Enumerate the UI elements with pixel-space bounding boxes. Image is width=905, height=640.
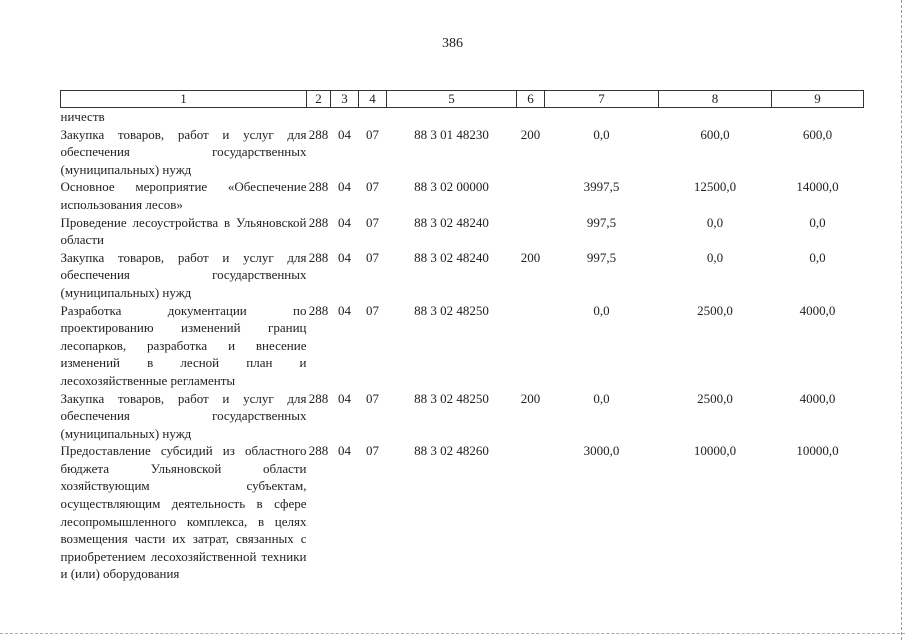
row-target-code: 88 3 01 48230 [414,126,489,142]
row-expense-type [517,214,545,249]
row-name: Предоставление субсидий из областного бюджета Ульяновской области хозяйствующим субъектам, осуществляющим деятельность в сфере лесопромышленного комплекса, в целях возмещения части их затрат, связанных с приобретением лесохозяйственной техники и (или) оборудования [60,443,307,582]
row-value-col9: 10000,0 [796,443,839,459]
row-admin-code: 288 [308,214,329,230]
row-subsection: 07 [366,179,379,195]
row-value-col8: 2500,0 [697,390,733,406]
table-row [61,390,864,443]
row-expense-type [517,302,545,390]
row-value-col9: 0,0 [809,249,826,265]
row-section: 04 [338,249,351,265]
row-name: Закупка товаров, работ и услуг для обеспечения государственных (муниципальных) нужд [60,126,307,177]
table-row [61,442,864,583]
row-target-code: 88 3 02 48250 [414,302,489,318]
row-admin-code: 288 [308,390,329,406]
table-row [61,214,864,249]
row-name: Разработка документации по проектированию изменений границ лесопарков, разработка и внесение изменений в лесной план и лесохозяйственные регламенты [60,302,307,388]
row-target-code: 88 3 02 00000 [414,179,489,195]
header-col-1: 1 [61,91,307,108]
row-value-col8: 12500,0 [693,179,737,195]
row-value-col9: 4000,0 [799,390,836,406]
row-admin-code: 288 [308,249,329,265]
page-edge-bottom [0,633,905,634]
row-target-code: 88 3 02 48240 [414,249,489,265]
row-value-col9: 4000,0 [799,302,836,318]
row-subsection: 07 [366,302,379,318]
page-edge-right [901,0,902,640]
row-value-col7: 997,5 [586,249,617,265]
row-value-col9: 14000,0 [796,179,839,195]
row-subsection: 07 [366,390,379,406]
header-col-6: 6 [517,91,545,108]
page-number: 386 [442,36,463,51]
row-section: 04 [338,179,351,195]
continuation-row [61,108,864,126]
header-col-8: 8 [659,91,772,108]
header-col-4: 4 [359,91,387,108]
row-value-col8: 2500,0 [697,302,733,318]
row-value-col8: 10000,0 [693,443,737,459]
row-name: Основное мероприятие «Обеспечение использования лесов» [60,179,307,212]
row-admin-code: 288 [308,302,329,318]
row-target-code: 88 3 02 48260 [414,443,489,459]
column-number-header [61,91,864,108]
row-value-col7: 0,0 [593,126,610,142]
header-col-9: 9 [772,91,864,108]
row-admin-code: 288 [308,126,329,142]
row-expense-type: 200 [520,126,541,142]
header-col-2: 2 [307,91,331,108]
row-value-col7: 3997,5 [583,179,620,195]
row-admin-code: 288 [308,443,329,459]
row-value-col9: 0,0 [809,214,826,230]
row-value-col8: 0,0 [706,214,724,230]
row-expense-type [517,178,545,213]
row-value-col7: 0,0 [593,302,610,318]
row-target-code: 88 3 02 48250 [414,390,489,406]
row-section: 04 [338,214,351,230]
row-section: 04 [338,443,351,459]
row-value-col7: 0,0 [593,390,610,406]
row-name: Проведение лесоустройства в Ульяновской области [60,214,307,248]
table-row [61,126,864,179]
row-value-col8: 0,0 [706,249,724,265]
row-expense-type: 200 [520,390,541,406]
continuation-text: ничеств [60,109,105,124]
row-expense-type [517,442,545,583]
row-admin-code: 288 [308,179,329,195]
row-value-col7: 3000,0 [583,443,620,459]
row-name: Закупка товаров, работ и услуг для обеспечения государственных (муниципальных) нужд [60,249,307,300]
row-expense-type: 200 [520,249,541,265]
row-section: 04 [338,126,351,142]
row-subsection: 07 [366,249,379,265]
table-row [61,302,864,390]
row-value-col9: 600,0 [802,126,833,142]
row-value-col7: 997,5 [586,214,617,230]
budget-table [60,90,864,583]
row-value-col8: 600,0 [700,126,730,142]
row-target-code: 88 3 02 48240 [414,214,489,230]
row-section: 04 [338,302,351,318]
table-row [61,178,864,213]
row-subsection: 07 [366,443,379,459]
row-subsection: 07 [366,126,379,142]
table-row [61,249,864,302]
row-subsection: 07 [366,214,379,230]
header-col-5: 5 [387,91,517,108]
row-section: 04 [338,390,351,406]
header-col-7: 7 [545,91,659,108]
row-name: Закупка товаров, работ и услуг для обеспечения государственных (муниципальных) нужд [60,390,307,441]
header-col-3: 3 [331,91,359,108]
